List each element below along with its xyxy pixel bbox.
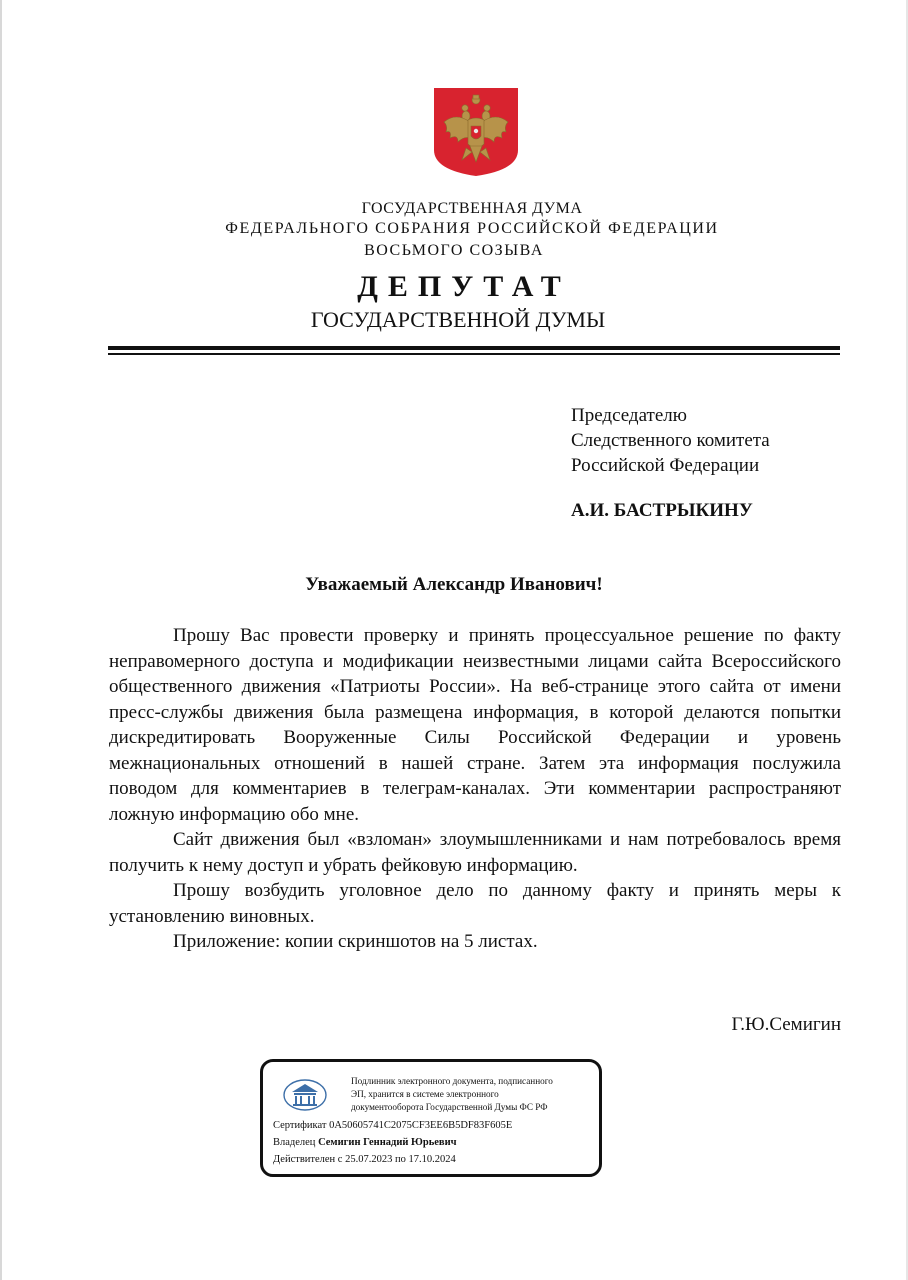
attachment-note: Приложение: копии скриншотов на 5 листах. (173, 931, 538, 952)
valid-to-word: по (394, 1154, 406, 1165)
coat-of-arms-icon (432, 86, 520, 178)
salutation: Уважаемый Александр Иванович! (305, 574, 603, 595)
document-subtitle: ГОСУДАРСТВЕННОЙ ДУМЫ (310, 307, 606, 332)
header-line-3: ВОСЬМОГО СОЗЫВА (364, 242, 544, 259)
state-duma-logo-icon (282, 1078, 328, 1112)
addressee-line: Российской Федерации (571, 455, 760, 476)
body-paragraph: Прошу Вас провести проверку и принять процессуальное решение по факту неправомерного доступа и модификации неизвестными лицами сайта Всероссийского общественного движения «Патриоты России». На веб-странице этого сайта от имени пресс-службы движения была размещена информация, в которой делаются попытки дискредитировать Вооруженные Силы Российской Федерации и уровень межнациональных отношений в нашей стране. Затем эта информация послужила поводом для комментариев в телеграм-каналах. Эти комментарии распространяют ложную информацию обо мне. (109, 625, 841, 825)
valid-label: Действителен (273, 1154, 336, 1165)
body-paragraph: Прошу возбудить уголовное дело по данному факту и принять меры к установлению виновных. (109, 880, 841, 927)
electronic-signature-stamp (260, 1059, 602, 1177)
addressee-line: Следственного комитета (571, 430, 770, 451)
header-line-2: ФЕДЕРАЛЬНОГО СОБРАНИЯ РОССИЙСКОЙ ФЕДЕРАЦИИ (225, 220, 719, 237)
stamp-header (351, 1075, 591, 1114)
stamp-header-line: документооборота Государственной Думы ФС РФ (351, 1102, 548, 1112)
header-divider-thick (108, 346, 840, 350)
stamp-header-line: Подлинник электронного документа, подписанного (351, 1076, 553, 1086)
document-title: ДЕПУТАТ (357, 270, 571, 303)
stamp-owner (273, 1137, 457, 1148)
owner-value: Семигин Геннадий Юрьевич (318, 1137, 457, 1148)
stamp-validity (273, 1154, 456, 1165)
stamp-header-line: ЭП, хранится в системе электронного (351, 1089, 499, 1099)
page-edge-left (0, 0, 2, 1280)
addressee-line: Председателю (571, 405, 687, 426)
valid-to-date: 17.10.2024 (408, 1154, 456, 1165)
letter-body (109, 623, 841, 955)
addressee-name: А.И. БАСТРЫКИНУ (571, 500, 753, 521)
header-divider-thin (108, 353, 840, 355)
owner-label: Владелец (273, 1137, 316, 1148)
body-paragraph: Сайт движения был «взломан» злоумышленниками и нам потребовалось время получить к нему доступ и убрать фейковую информацию. (109, 829, 841, 876)
signature: Г.Ю.Семигин (731, 1014, 841, 1035)
stamp-certificate (273, 1120, 512, 1131)
header-line-1: ГОСУДАРСТВЕННАЯ ДУМА (361, 200, 583, 217)
addressee-block (571, 403, 770, 478)
valid-from-word: с (337, 1154, 343, 1165)
certificate-value: 0A50605741C2075CF3EE6B5DF83F605E (329, 1120, 513, 1131)
certificate-label: Сертификат (273, 1120, 327, 1131)
valid-from-date: 25.07.2023 (345, 1154, 393, 1165)
